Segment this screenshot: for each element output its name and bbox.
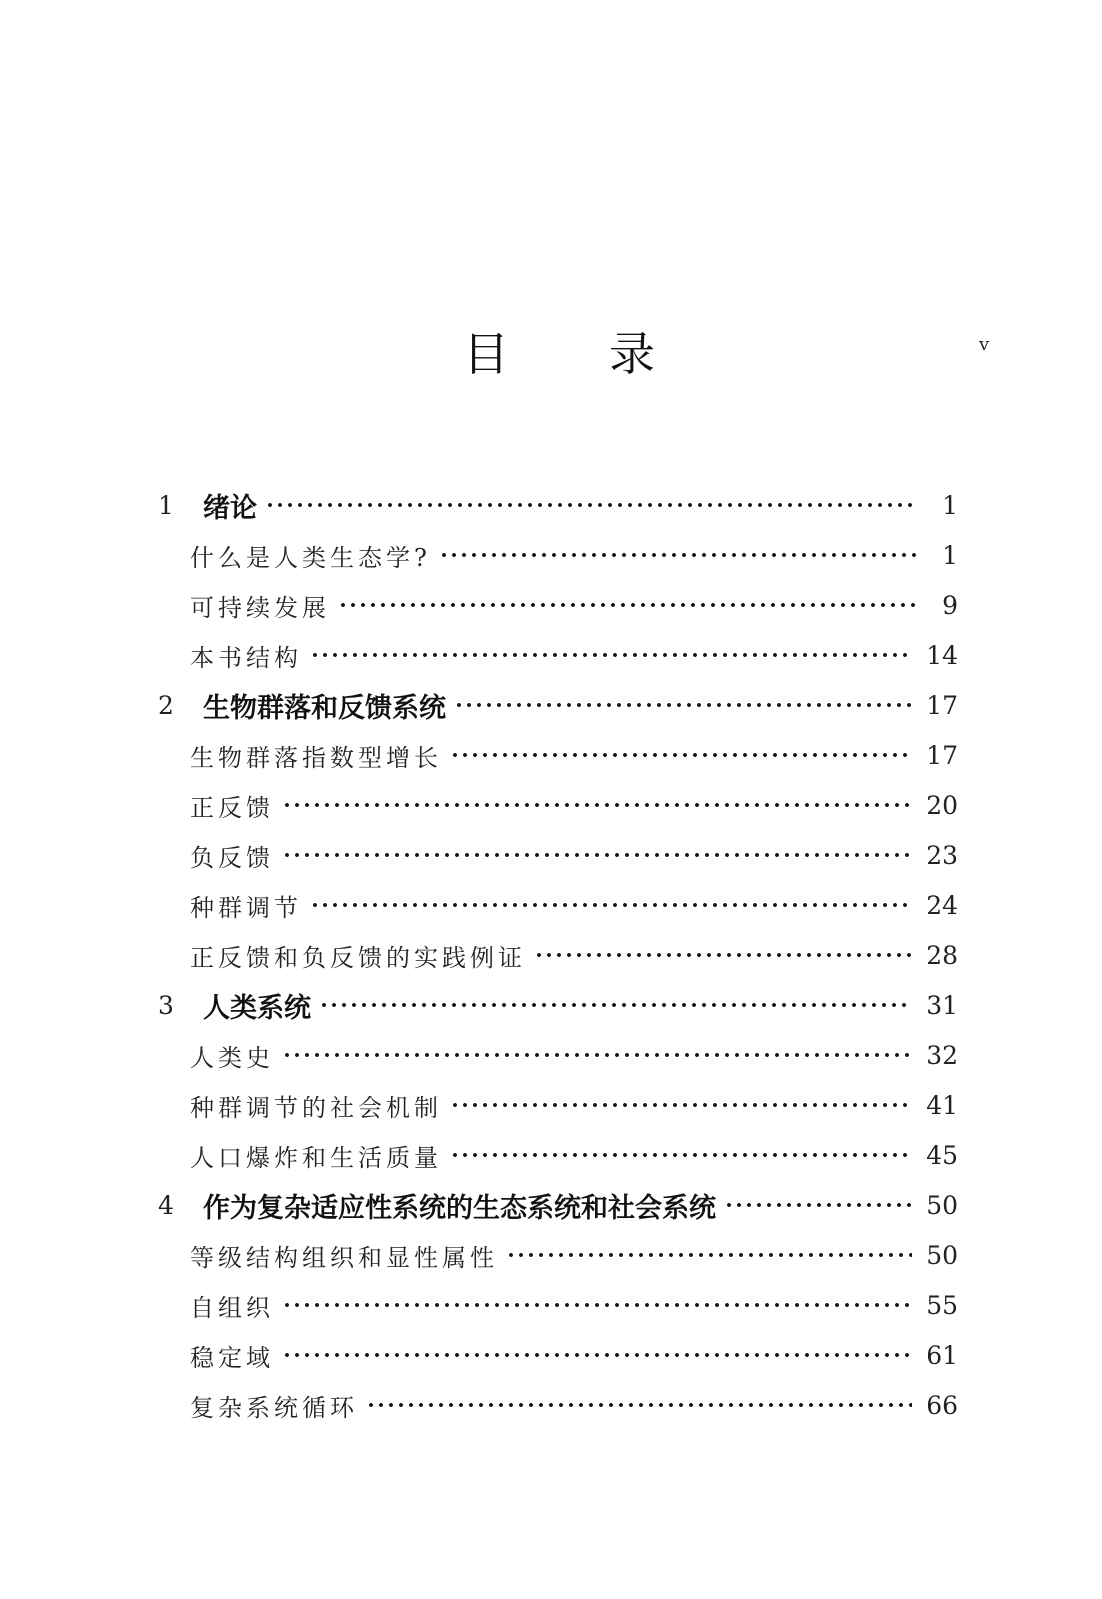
section-title: 正反馈: [190, 793, 274, 822]
dot-leader: [450, 750, 912, 760]
section-title: 人类史: [190, 1043, 274, 1072]
toc-section-row: [158, 780, 958, 830]
page-ref: 20: [926, 790, 958, 820]
toc-section-row: [158, 1380, 958, 1430]
toc-section-row: [158, 580, 958, 630]
page-ref: 17: [926, 740, 958, 770]
table-of-contents: [158, 480, 958, 1430]
page-title-char-2: 录: [609, 327, 655, 381]
dot-leader: [724, 1200, 912, 1210]
section-title: 什么是人类生态学?: [190, 543, 431, 572]
dot-leader: [282, 1300, 912, 1310]
chapter-title: 生物群落和反馈系统: [203, 692, 446, 724]
section-title: 人口爆炸和生活质量: [190, 1143, 442, 1172]
page-ref: 50: [926, 1190, 958, 1220]
dot-leader: [338, 600, 916, 610]
section-title: 稳定域: [190, 1343, 274, 1372]
chapter-number: 3: [158, 990, 174, 1020]
page-ref: 31: [926, 990, 958, 1020]
page-ref: 41: [926, 1090, 958, 1120]
page-ref: 45: [926, 1140, 958, 1170]
toc-section-row: [158, 880, 958, 930]
section-title: 等级结构组织和显性属性: [190, 1243, 498, 1272]
section-title: 正反馈和负反馈的实践例证: [190, 943, 526, 972]
dot-leader: [534, 950, 912, 960]
dot-leader: [450, 1150, 912, 1160]
toc-section-row: [158, 730, 958, 780]
toc-section-row: [158, 630, 958, 680]
chapter-title: 作为复杂适应性系统的生态系统和社会系统: [203, 1192, 716, 1224]
section-title: 种群调节: [190, 893, 302, 922]
chapter-number: 4: [158, 1190, 174, 1220]
toc-section-row: [158, 1330, 958, 1380]
page-ref: 14: [926, 640, 958, 670]
page-title-char-1: 目: [463, 327, 509, 381]
dot-leader: [282, 850, 912, 860]
page-ref: 61: [926, 1340, 958, 1370]
page-ref: 66: [926, 1390, 958, 1420]
toc-chapter-row: [158, 480, 958, 530]
section-title: 可持续发展: [190, 593, 330, 622]
page-ref: 1: [942, 540, 958, 570]
toc-section-row: [158, 1080, 958, 1130]
page-ref: 23: [926, 840, 958, 870]
section-title: 自组织: [190, 1293, 274, 1322]
page-number: v: [979, 334, 990, 355]
dot-leader: [282, 1050, 912, 1060]
chapter-number: 2: [158, 690, 174, 720]
section-title: 复杂系统循环: [190, 1393, 358, 1422]
dot-leader: [310, 650, 912, 660]
dot-leader: [282, 800, 912, 810]
page-ref: 32: [926, 1040, 958, 1070]
chapter-title: 绪论: [203, 492, 257, 524]
section-title: 生物群落指数型增长: [190, 743, 442, 772]
page-ref: 17: [926, 690, 958, 720]
chapter-number: 1: [158, 490, 174, 520]
page-ref: 50: [926, 1240, 958, 1270]
page-ref: 55: [926, 1290, 958, 1320]
dot-leader: [454, 700, 912, 710]
dot-leader: [366, 1400, 912, 1410]
toc-section-row: [158, 1030, 958, 1080]
toc-section-row: [158, 830, 958, 880]
dot-leader: [439, 550, 916, 560]
dot-leader: [319, 1000, 912, 1010]
toc-section-row: [158, 1280, 958, 1330]
toc-chapter-row: [158, 1180, 958, 1230]
page-ref: 28: [926, 940, 958, 970]
toc-section-row: [158, 930, 958, 980]
chapter-title: 人类系统: [203, 992, 311, 1024]
dot-leader: [310, 900, 912, 910]
dot-leader: [282, 1350, 912, 1360]
dot-leader: [450, 1100, 912, 1110]
section-title: 种群调节的社会机制: [190, 1093, 442, 1122]
toc-section-row: [158, 1230, 958, 1280]
toc-chapter-row: [158, 680, 958, 730]
page-ref: 24: [926, 890, 958, 920]
page-ref: 1: [942, 490, 958, 520]
section-title: 负反馈: [190, 843, 274, 872]
toc-chapter-row: [158, 980, 958, 1030]
dot-leader: [265, 500, 916, 510]
toc-section-row: [158, 530, 958, 580]
section-title: 本书结构: [190, 643, 302, 672]
dot-leader: [506, 1250, 912, 1260]
toc-section-row: [158, 1130, 958, 1180]
page-ref: 9: [942, 590, 958, 620]
